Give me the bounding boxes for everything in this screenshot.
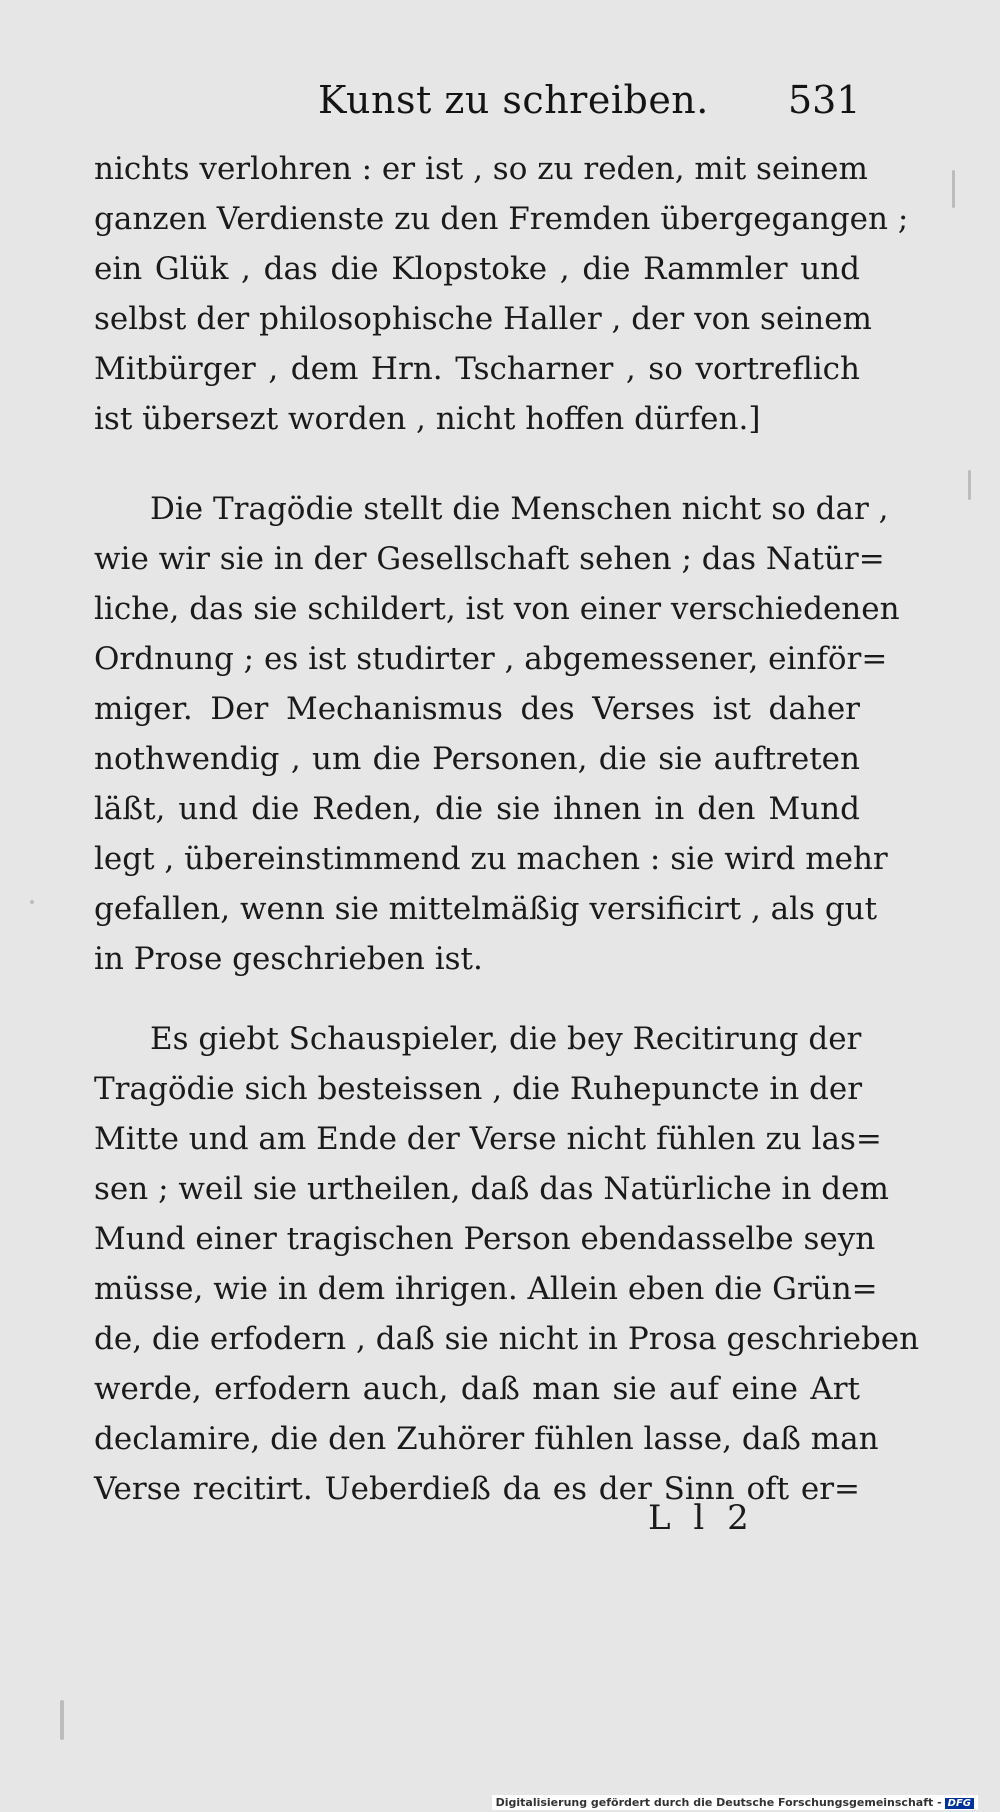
page-number: 531 (788, 78, 861, 122)
digitization-credit (492, 1795, 978, 1810)
text-line: Die Tragödie stellt die Menschen nicht so dar , (150, 491, 889, 527)
text-line: müsse, wie in dem ihrigen. Allein eben die Grün= (94, 1271, 878, 1307)
text-line: läßt, und die Reden, die sie ihnen in den Mund (94, 791, 860, 827)
dfg-logo: DFG (945, 1798, 974, 1809)
running-title: Kunst zu schreiben. (318, 78, 709, 122)
credit-text: Digitalisierung gefördert durch die Deutsche Forschungsgemeinschaft - (495, 1796, 942, 1809)
paper-mark (60, 1700, 64, 1740)
paper-mark (952, 170, 955, 208)
text-line: sen ; weil sie urtheilen, daß das Natürliche in dem (94, 1171, 889, 1207)
text-line: declamire, die den Zuhörer fühlen lasse, daß man (94, 1421, 879, 1457)
text-line: wie wir sie in der Gesellschaft sehen ; das Natür= (94, 541, 885, 577)
text-line: in Prose geschrieben ist. (94, 941, 483, 977)
text-line: nothwendig , um die Personen, die sie auftreten (94, 741, 860, 777)
text-line: Es giebt Schauspieler, die bey Recitirung der (150, 1021, 862, 1057)
text-line: liche, das sie schildert, ist von einer verschiedenen (94, 591, 900, 627)
text-line: werde, erfodern auch, daß man sie auf eine Art (94, 1371, 860, 1407)
text-line: de, die erfodern , daß sie nicht in Prosa geschrieben (94, 1321, 920, 1357)
text-line: Mitte und am Ende der Verse nicht fühlen zu las= (94, 1121, 882, 1157)
text-line: nichts verlohren : er ist , so zu reden, mit seinem (94, 151, 868, 187)
text-line: selbst der philosophische Haller , der von seinem (94, 301, 872, 337)
running-head (0, 78, 1000, 138)
text-line: Verse recitirt. Ueberdieß da es der Sinn oft er= (94, 1471, 860, 1507)
text-line: ein Glük , das die Klopstoke , die Rammler und (94, 251, 860, 287)
text-line: Ordnung ; es ist studirter , abgemessener, einför= (94, 641, 888, 677)
text-line: legt , übereinstimmend zu machen : sie wird mehr (94, 841, 888, 877)
text-line: ganzen Verdienste zu den Fremden übergegangen ; (94, 201, 909, 237)
text-line: Mund einer tragischen Person ebendasselbe seyn (94, 1221, 876, 1257)
paper-mark (30, 900, 34, 904)
text-line: miger. Der Mechanismus des Verses ist daher (94, 691, 860, 727)
paper-mark (968, 470, 971, 500)
text-line: Mitbürger , dem Hrn. Tscharner , so vortreflich (94, 351, 860, 387)
text-line: Tragödie sich besteissen , die Ruhepuncte in der (94, 1071, 863, 1107)
text-line: gefallen, wenn sie mittelmäßig versificirt , als gut (94, 891, 878, 927)
signature-mark: L l 2 (648, 1498, 755, 1538)
text-line: ist übersezt worden , nicht hoffen dürfen.] (94, 401, 761, 437)
